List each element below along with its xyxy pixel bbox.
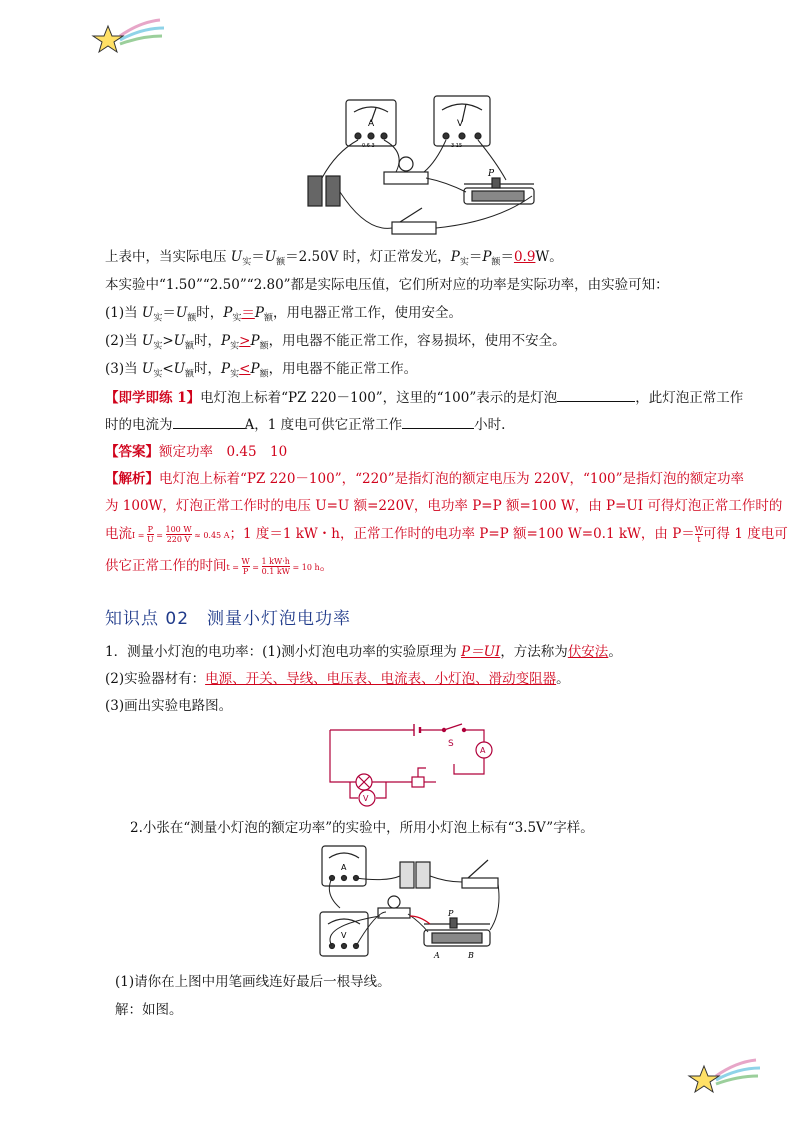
rheostat-symbol: [412, 768, 426, 787]
text-line-4: (2)当 $U_实>U_额$时，$P_实>P_额$，用电器不能正常工作，容易损坏，使用不安全。: [105, 333, 566, 352]
item-1: 1．测量小灯泡的电功率：(1)测小灯泡电功率的实验原理为 P＝UI，方法称为伏安法。: [105, 644, 622, 660]
question-2-answer: 解：如图。: [115, 1002, 183, 1018]
voltmeter-label: V: [341, 931, 347, 940]
practice-line-1: 【即学即练 1】电灯泡上标着“PZ 220－100”，这里的“100”表示的是灯泡 ，此灯泡正常工作: [105, 387, 743, 408]
slider-label: P: [448, 909, 454, 918]
analysis-line-3: 电流I = $\frac{P}{U}$ = $\frac{100 W}{220 V}$ ≈ 0.45 A；1 度＝1 kW・h，正常工作时的电功率 P=P 额=100 W=0.1 kW，由 P＝ $\frac{W}{t}$ 可得 1 度电可: [105, 525, 788, 544]
ammeter-scale: 0.6 3: [362, 143, 375, 149]
answer-blank[interactable]: [557, 387, 635, 402]
switch: [392, 208, 436, 234]
analysis-line-1: 【解析】电灯泡上标着“PZ 220－100”，“220”是指灯泡的额定电压为 220V，“100”是指灯泡的额定功率: [105, 471, 745, 487]
apparatus-figure-2: [316, 842, 506, 960]
section-heading: 知识点 02 测量小灯泡电功率: [105, 609, 352, 629]
ammeter-label: A: [341, 863, 347, 872]
text-line-1: 上表中，当实际电压 $U_实=U_额=2.50V$ 时，灯正常发光，$P_实=P_额=0.9W$。: [105, 249, 563, 268]
slider-label: P: [488, 169, 495, 179]
ammeter-label: A: [368, 119, 375, 129]
rheostat: [464, 178, 534, 204]
answer-line: 【答案】额定功率 0.45 10: [105, 444, 288, 460]
analysis-line-4: 供它正常工作的时间t = $\frac{W}{P}$ = $\frac{1 kW\cdot h}{0.1 kW}$ = 10 h。: [105, 557, 334, 576]
lamp-symbol: [356, 774, 372, 790]
item-3: (3)画出实验电路图。: [105, 698, 233, 714]
lamp-holder: [384, 157, 428, 184]
voltmeter-scale: 3 15: [451, 143, 463, 149]
item-2: (2)实验器材有：电源、开关、导线、电压表、电流表、小灯泡、滑动变阻器。: [105, 671, 570, 687]
lamp-holder: [378, 896, 410, 918]
circuit-diagram: [326, 722, 496, 808]
rheostat-end-a: A: [434, 951, 440, 960]
text-line-5: (3)当 $U_实<U_额$时，$P_实<P_额$，用电器不能正常工作。: [105, 361, 418, 380]
switch-label: S: [448, 739, 454, 749]
ammeter-symbol-label: A: [480, 746, 486, 755]
question-2: 2.小张在“测量小灯泡的额定功率”的实验中，所用小灯泡上标有“3.5V”字样。: [130, 820, 594, 836]
answer-value: 0.9: [513, 249, 536, 265]
switch: [462, 860, 498, 888]
voltmeter-symbol-label: V: [363, 794, 369, 803]
practice-line-2: 时的电流为 A，1 度电可供它正常工作 小时.: [105, 414, 505, 435]
battery-symbol: [414, 724, 420, 736]
text-line-2: 本实验中“1.50”“2.50”“2.80”都是实际电压值，它们所对应的功率是实际功率，由实验可知：: [105, 277, 669, 293]
text-line-3: (1)当 $U_实=U_额$时，$P_实=P_额$，用电器正常工作，使用安全。: [105, 305, 462, 324]
rheostat-end-b: B: [468, 951, 474, 960]
battery: [308, 176, 340, 206]
answer-blank[interactable]: [402, 414, 474, 429]
shooting-star-icon: [90, 14, 170, 60]
voltmeter-label: V: [457, 119, 464, 129]
apparatus-figure-1: [296, 92, 548, 242]
battery: [400, 862, 430, 888]
analysis-line-2: 为 100W，灯泡正常工作时的电压 U=U 额=220V，电功率 P=P 额=100 W，由 P=UI 可得灯泡正常工作时的: [105, 498, 783, 514]
question-2-part-1: (1)请你在上图中用笔画线连好最后一根导线。: [115, 974, 391, 990]
switch-symbol: [442, 724, 465, 732]
rheostat: [424, 918, 490, 946]
shooting-star-icon: [686, 1054, 766, 1100]
answer-blank[interactable]: [173, 414, 245, 429]
